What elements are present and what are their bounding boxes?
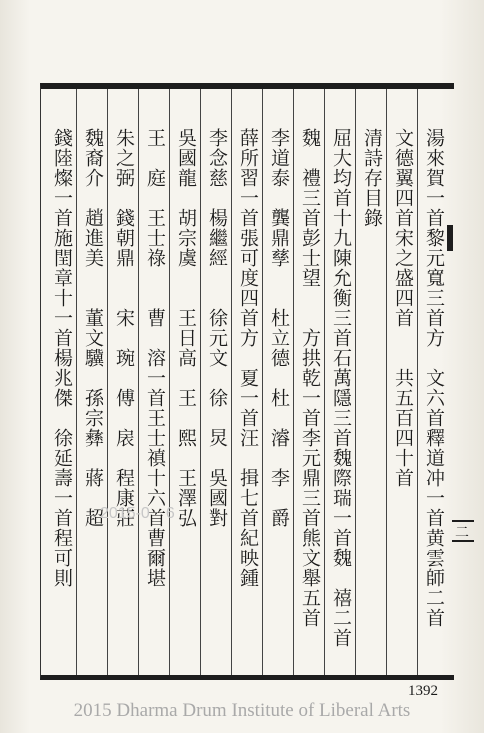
watermark: 2015 Dharma Drum Institute of Liberal Arts: [73, 700, 411, 721]
text-column: 文德翼四首宋之盛四首 共五百四十首: [392, 128, 414, 488]
column-rule: [386, 89, 387, 675]
column-rule: [138, 89, 139, 675]
edge-mark: 二: [455, 525, 469, 541]
column-rule: [169, 89, 170, 675]
text-column: 錢陸燦一首施閏章十一首楊兆傑 徐延壽一首程可則: [51, 128, 73, 588]
column-rule: [355, 89, 356, 675]
section-title: 清詩存目錄: [361, 128, 383, 228]
column-rule: [231, 89, 232, 675]
column-rule: [324, 89, 325, 675]
text-column: 吳國龍 胡宗虞 王日高 王 熙 王澤弘: [175, 128, 197, 528]
page-number: 1392: [408, 683, 438, 699]
column-rule: [262, 89, 263, 675]
text-column: 屈大均首十九陳允衡三首石萬隱三首魏際瑞一首魏 禧二首: [330, 128, 352, 648]
column-rule: [76, 89, 77, 675]
date-stamp: 2015-0 6: [100, 505, 175, 522]
text-column: 李念慈 楊繼經 徐元文 徐 炅 吳國對: [206, 128, 228, 528]
text-column: 李道泰 龔鼎孳 杜立德 杜 濬 李 爵: [268, 128, 290, 528]
column-rule: [107, 89, 108, 675]
column-rule: [293, 89, 294, 675]
text-column: 王 庭 王士祿 曹 溶一首王士禛十六首曹爾堪: [144, 128, 166, 588]
text-column: 朱之弼 錢朝鼎 宋 琬 傅 扆 程康莊: [113, 128, 135, 528]
column-rule: [417, 89, 418, 675]
column-rule: [200, 89, 201, 675]
text-column: 魏裔介 趙進美 董文驥 孫宗彝 蔣 超: [82, 128, 104, 528]
text-column: 湯來賀一首黎元寬三首方 文六首釋道冲一首黄雲師二首: [423, 128, 445, 628]
text-column: 魏 禮三首彭士望 方拱乾一首李元鼎三首熊文舉五首: [299, 128, 321, 628]
text-column: 薛所習一首張可度四首方 夏一首汪 揖七首紀映鍾: [237, 128, 259, 588]
